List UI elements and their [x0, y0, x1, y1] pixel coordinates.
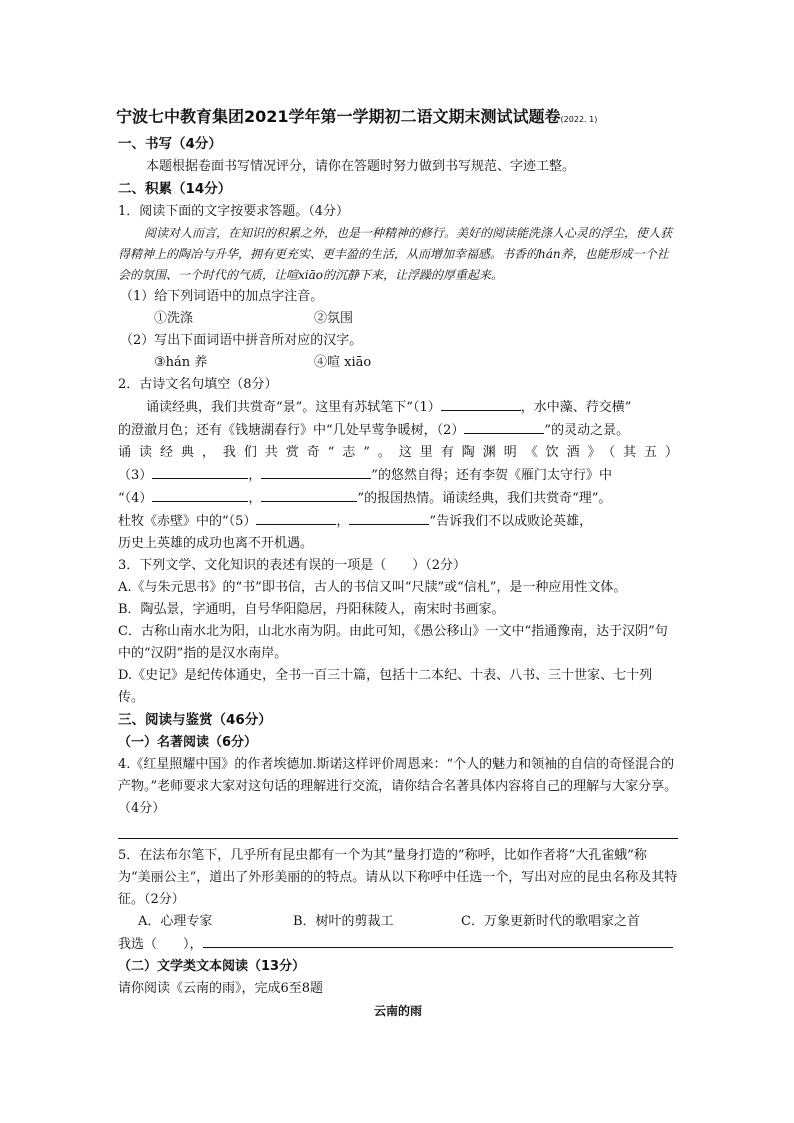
question-5: 5．在法布尔笔下，几乎所有昆虫都有一个为其“量身打造的”称呼，比如作者将“大孔雀蛾”称为“美丽公主”，道出了外形美丽的的特点。请从以下称呼中任选一个，写出对应的昆虫名称及其特征。（2分）	[118, 848, 678, 907]
option-2a: ③hán 养	[154, 355, 208, 370]
part-2-heading: （二）文学类文本阅读（13分）	[118, 959, 306, 974]
q5-option-b: B．树叶的剪裁工	[293, 914, 394, 929]
q5-options	[118, 911, 678, 933]
blank-4b[interactable]	[261, 487, 357, 502]
question-1-1: （1）给下列词语中的加点字注音。	[120, 289, 324, 304]
q3-option-c: C．古称山南水北为阳，山北水南为阴。由此可知，《愚公移山》一文中“指通豫南，达于汉阴”句中的“汉阴”指的是汉水南岸。	[118, 624, 668, 661]
blank-5a[interactable]	[256, 510, 336, 525]
question-2: 2．古诗文名句填空（8分）	[118, 377, 278, 392]
question-3: 3．下列文学、文化知识的表述有误的一项是（ ）（2分）	[118, 558, 467, 573]
q2-l4a: （3）	[118, 468, 153, 483]
exam-title	[116, 104, 678, 133]
q2-l4c: ”的悠然自得；还有李贺《雁门太守行》中	[371, 468, 612, 483]
q2-l6b: ，	[336, 514, 350, 529]
q2-l6a: 杜牧《赤壁》中的“（5）	[118, 514, 257, 529]
q5-option-a: A．心理专家	[138, 914, 213, 929]
q5-answer-label: 我选（ ），	[118, 937, 203, 952]
blank-3b[interactable]	[261, 464, 371, 479]
blank-1[interactable]	[441, 396, 521, 411]
q2-l2b: ”的灵动之景。	[544, 423, 630, 438]
part-2-intro: 请你阅读《云南的雨》，完成6至8题	[118, 981, 324, 996]
option-1b: ②氛围	[314, 311, 354, 326]
blank-3a[interactable]	[152, 464, 248, 479]
exam-page	[118, 104, 678, 1022]
option-1a: ①洗涤	[154, 311, 194, 326]
section-2-heading: 二、积累（14分）	[118, 181, 232, 197]
q2-l5b: ，	[248, 491, 262, 506]
q3-option-d: D.《史记》是纪传体通史，全书一百三十篇，包括十二本纪、十表、八书、三十世家、七十列传。	[118, 668, 653, 705]
section-1-text: 本题根据卷面书写情况评分，请你在答题时努力做到书写规范、字迹工整。	[146, 159, 576, 174]
q2-line-6	[118, 510, 678, 533]
q2-line-5	[118, 487, 678, 510]
q2-line-1	[118, 396, 678, 419]
q2-l1b: ，水中藻、荇交横”	[520, 400, 632, 415]
reading-passage: 阅读对人而言，在知识的积累之外，也是一种精神的修行。美好的阅读能洗涤人心灵的浮尘，使人获得精神上的陶冶与升华，拥有更充实、更丰盈的生活，从而增加幸福感。书香的hán养，也能形成一个社会的氛围、一个时代的气质，让喧xiāo的沉静下来，让浮躁的厚重起来。	[118, 226, 673, 282]
q2-l5a: “（4）	[118, 491, 153, 506]
q3-option-a: A.《与朱元思书》的“书”即书信，古人的书信又叫“尺牍”或“信札”，是一种应用性文体。	[118, 580, 627, 595]
q2-line-2	[118, 419, 678, 442]
question-1-2: （2）写出下面词语中拼音所对应的汉字。	[120, 333, 363, 348]
question-1-1-options	[118, 308, 678, 330]
question-1-2-options	[118, 352, 678, 374]
article-title: 云南的雨	[373, 1004, 422, 1018]
question-4: 4.《红星照耀中国》的作者埃德加.斯诺这样评价周恩来：“个人的魅力和领袖的自信的奇怪混合的产物。”老师要求大家对这句话的理解进行交流，请你结合名著具体内容将自己的理解与大家分享。（4分）	[118, 757, 678, 816]
q2-line-7: 历史上英雄的成功也离不开机遇。	[118, 536, 314, 551]
blank-5b[interactable]	[349, 510, 429, 525]
answer-line-4[interactable]	[118, 824, 678, 839]
option-2b: ④喧 xiāo	[314, 355, 372, 370]
q3-option-b: B．陶弘景，字通明，自号华阳隐居，丹阳秣陵人，南宋时书画家。	[118, 602, 505, 617]
section-3-heading: 三、阅读与鉴赏（46分）	[118, 712, 272, 728]
q2-l6c: ”告诉我们不以成败论英雄，	[429, 514, 593, 529]
q2-l5c: ”的报国热情。诵读经典，我们共赏奇“理”。	[357, 491, 612, 506]
q2-l4b: ，	[248, 468, 262, 483]
question-1: 1．阅读下面的文字按要求答题。（4分）	[118, 204, 350, 219]
q5-answer-blank[interactable]	[203, 933, 673, 948]
blank-4a[interactable]	[152, 487, 248, 502]
q5-answer-line	[118, 933, 678, 956]
q2-line-3: 诵读经典，我们共赏奇“志”。这里有陶渊明《饮酒》（其五）	[118, 445, 678, 460]
blank-2[interactable]	[464, 419, 544, 434]
q2-line-4	[118, 464, 678, 487]
title-date: (2022. 1)	[560, 115, 598, 124]
q2-l1a: 诵读经典，我们共赏奇“景”。这里有苏轼笔下“（1）	[146, 400, 441, 415]
q5-option-c: C．万象更新时代的歌唱家之首	[461, 914, 640, 929]
q2-l2a: 的澄澈月色；还有《钱塘湖春行》中“几处早莺争暖树，（2）	[118, 423, 465, 438]
part-1-heading: （一）名著阅读（6分）	[118, 735, 258, 750]
title-text: 宁波七中教育集团2021学年第一学期初二语文期末测试试题卷	[116, 107, 561, 126]
section-1-heading: 一、书写（4分）	[118, 136, 222, 152]
